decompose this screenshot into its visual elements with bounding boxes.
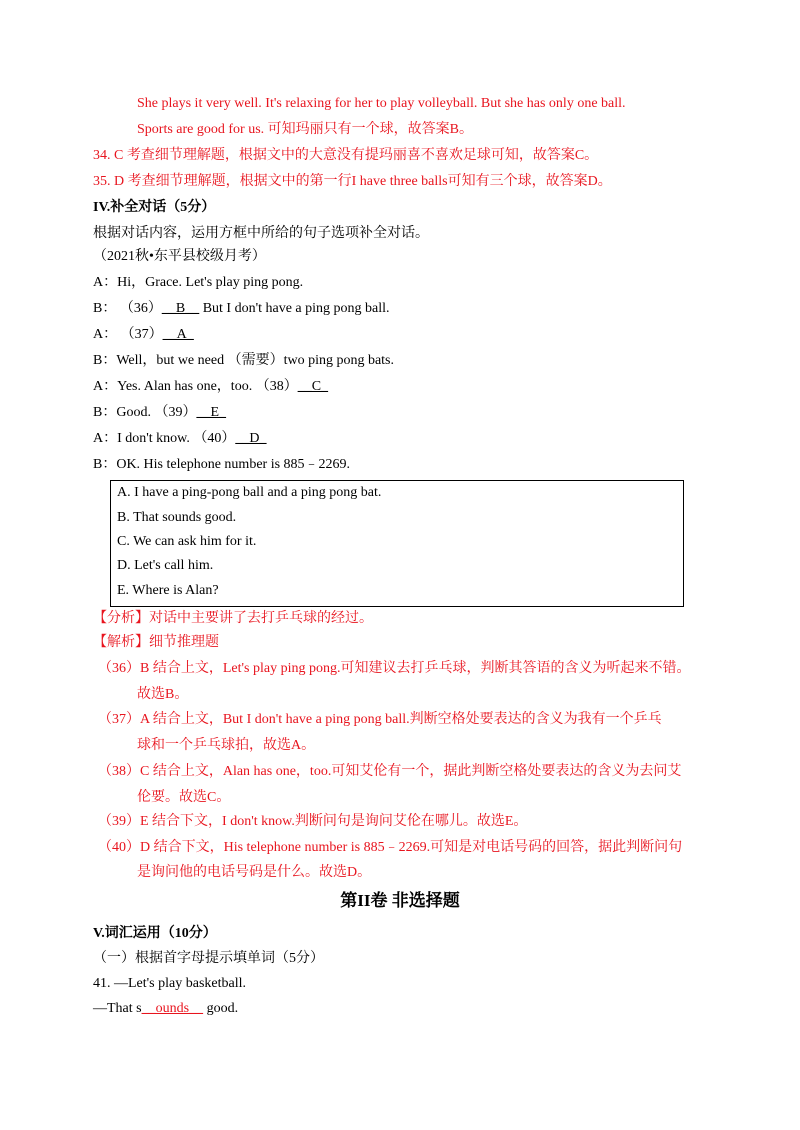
explanation-38-line-2: 伦要。故选C。 bbox=[137, 790, 231, 805]
prev-explanation-line-1: She plays it very well. It's relaxing for her to play volleyball. But she has only one ball. bbox=[137, 96, 626, 111]
dialogue-text: But I don't have a ping pong ball. bbox=[199, 301, 390, 316]
question-41-line-1: 41. —Let's play basketball. bbox=[93, 976, 246, 991]
part-2-title: 第II卷 非选择题 bbox=[340, 891, 460, 910]
jiexi-text: 【解析】细节推理题 bbox=[93, 635, 219, 650]
explanation-36-line-1: （36）B 结合上文，Let's play ping pong.可知建议去打乒乓球，判断其答语的含义为听起来不错。 bbox=[98, 661, 691, 676]
dialogue-line-5 bbox=[93, 378, 328, 396]
dialogue-line-6 bbox=[93, 404, 226, 422]
answer-blank-36: __B__ bbox=[161, 301, 200, 316]
answer-blank-38: __C_ bbox=[297, 379, 329, 394]
analysis-text: 【分析】对话中主要讲了去打乒乓球的经过。 bbox=[93, 611, 373, 626]
explanation-40-line-2: 是询问他的电话号码是什么。故选D。 bbox=[137, 865, 372, 880]
question-41-prefix: —That s bbox=[93, 1001, 142, 1016]
question-41-line-2 bbox=[93, 1000, 238, 1018]
question-41-suffix: good. bbox=[203, 1001, 239, 1016]
answer-blank-37: __A_ bbox=[162, 327, 194, 342]
answer-blank-40: __D_ bbox=[235, 431, 267, 446]
dialogue-text: B：Good. （39） bbox=[93, 405, 197, 420]
option-e: E. Where is Alan? bbox=[117, 583, 219, 598]
explanation-37-line-2: 球和一个乒乓球拍，故选A。 bbox=[137, 738, 316, 753]
dialogue-line-2 bbox=[93, 300, 390, 318]
explanation-39-line-1: （39）E 结合下文，I don't know.判断问句是询问艾伦在哪儿。故选E。 bbox=[98, 814, 528, 829]
explanation-38-line-1: （38）C 结合上文，Alan has one，too.可知艾伦有一个，据此判断空格处要表达的含义为去问艾 bbox=[98, 764, 682, 779]
answer-blank-41: __ounds__ bbox=[141, 1001, 204, 1016]
dialogue-line-3 bbox=[93, 326, 194, 344]
dialogue-line-7 bbox=[93, 430, 267, 448]
dialogue-text: B：OK. His telephone number is 885﹣2269. bbox=[93, 457, 351, 472]
option-b: B. That sounds good. bbox=[117, 510, 237, 525]
answer-35-explanation: 35. D 考查细节理解题，根据文中的第一行I have three balls可知有三个球，故答案D。 bbox=[93, 174, 612, 189]
dialogue-text: A：Yes. Alan has one，too. （38） bbox=[93, 379, 298, 394]
section-4-title: IV.补全对话（5分） bbox=[93, 200, 216, 215]
explanation-36-line-2: 故选B。 bbox=[137, 687, 189, 702]
explanation-40-line-1: （40）D 结合下文，His telephone number is 885﹣2269.可知是对电话号码的回答，据此判断问句 bbox=[98, 840, 683, 855]
section-4-instruction: 根据对话内容，运用方框中所给的句子选项补全对话。 bbox=[93, 226, 429, 241]
option-a: A. I have a ping-pong ball and a ping pong bat. bbox=[117, 485, 382, 500]
answer-34-explanation: 34. C 考查细节理解题，根据文中的大意没有提玛丽喜不喜欢足球可知，故答案C。 bbox=[93, 148, 599, 163]
option-c: C. We can ask him for it. bbox=[117, 534, 257, 549]
dialogue-text: A： （37） bbox=[93, 327, 163, 342]
option-d: D. Let's call him. bbox=[117, 558, 214, 573]
dialogue-text: A：I don't know. （40） bbox=[93, 431, 236, 446]
answer-blank-39: __E_ bbox=[196, 405, 227, 420]
dialogue-text: A：Hi，Grace. Let's play ping pong. bbox=[93, 275, 304, 290]
explanation-37-line-1: （37）A 结合上文，But I don't have a ping pong ball.判断空格处要表达的含义为我有一个乒乓 bbox=[98, 712, 662, 727]
options-box bbox=[110, 480, 684, 607]
dialogue-text: B： （36） bbox=[93, 301, 162, 316]
dialogue-text: B：Well，but we need （需要）two ping pong bats. bbox=[93, 353, 395, 368]
section-5-title: V.词汇运用（10分） bbox=[93, 926, 217, 941]
dialogue-line-8 bbox=[93, 456, 350, 474]
prev-explanation-line-2: Sports are good for us. 可知玛丽只有一个球，故答案B。 bbox=[137, 122, 473, 137]
section-4-source: （2021秋•东平县校级月考） bbox=[93, 249, 266, 264]
dialogue-line-4 bbox=[93, 352, 394, 370]
dialogue-line-1 bbox=[93, 274, 303, 292]
section-5-subtitle: （一）根据首字母提示填单词（5分） bbox=[93, 951, 324, 966]
